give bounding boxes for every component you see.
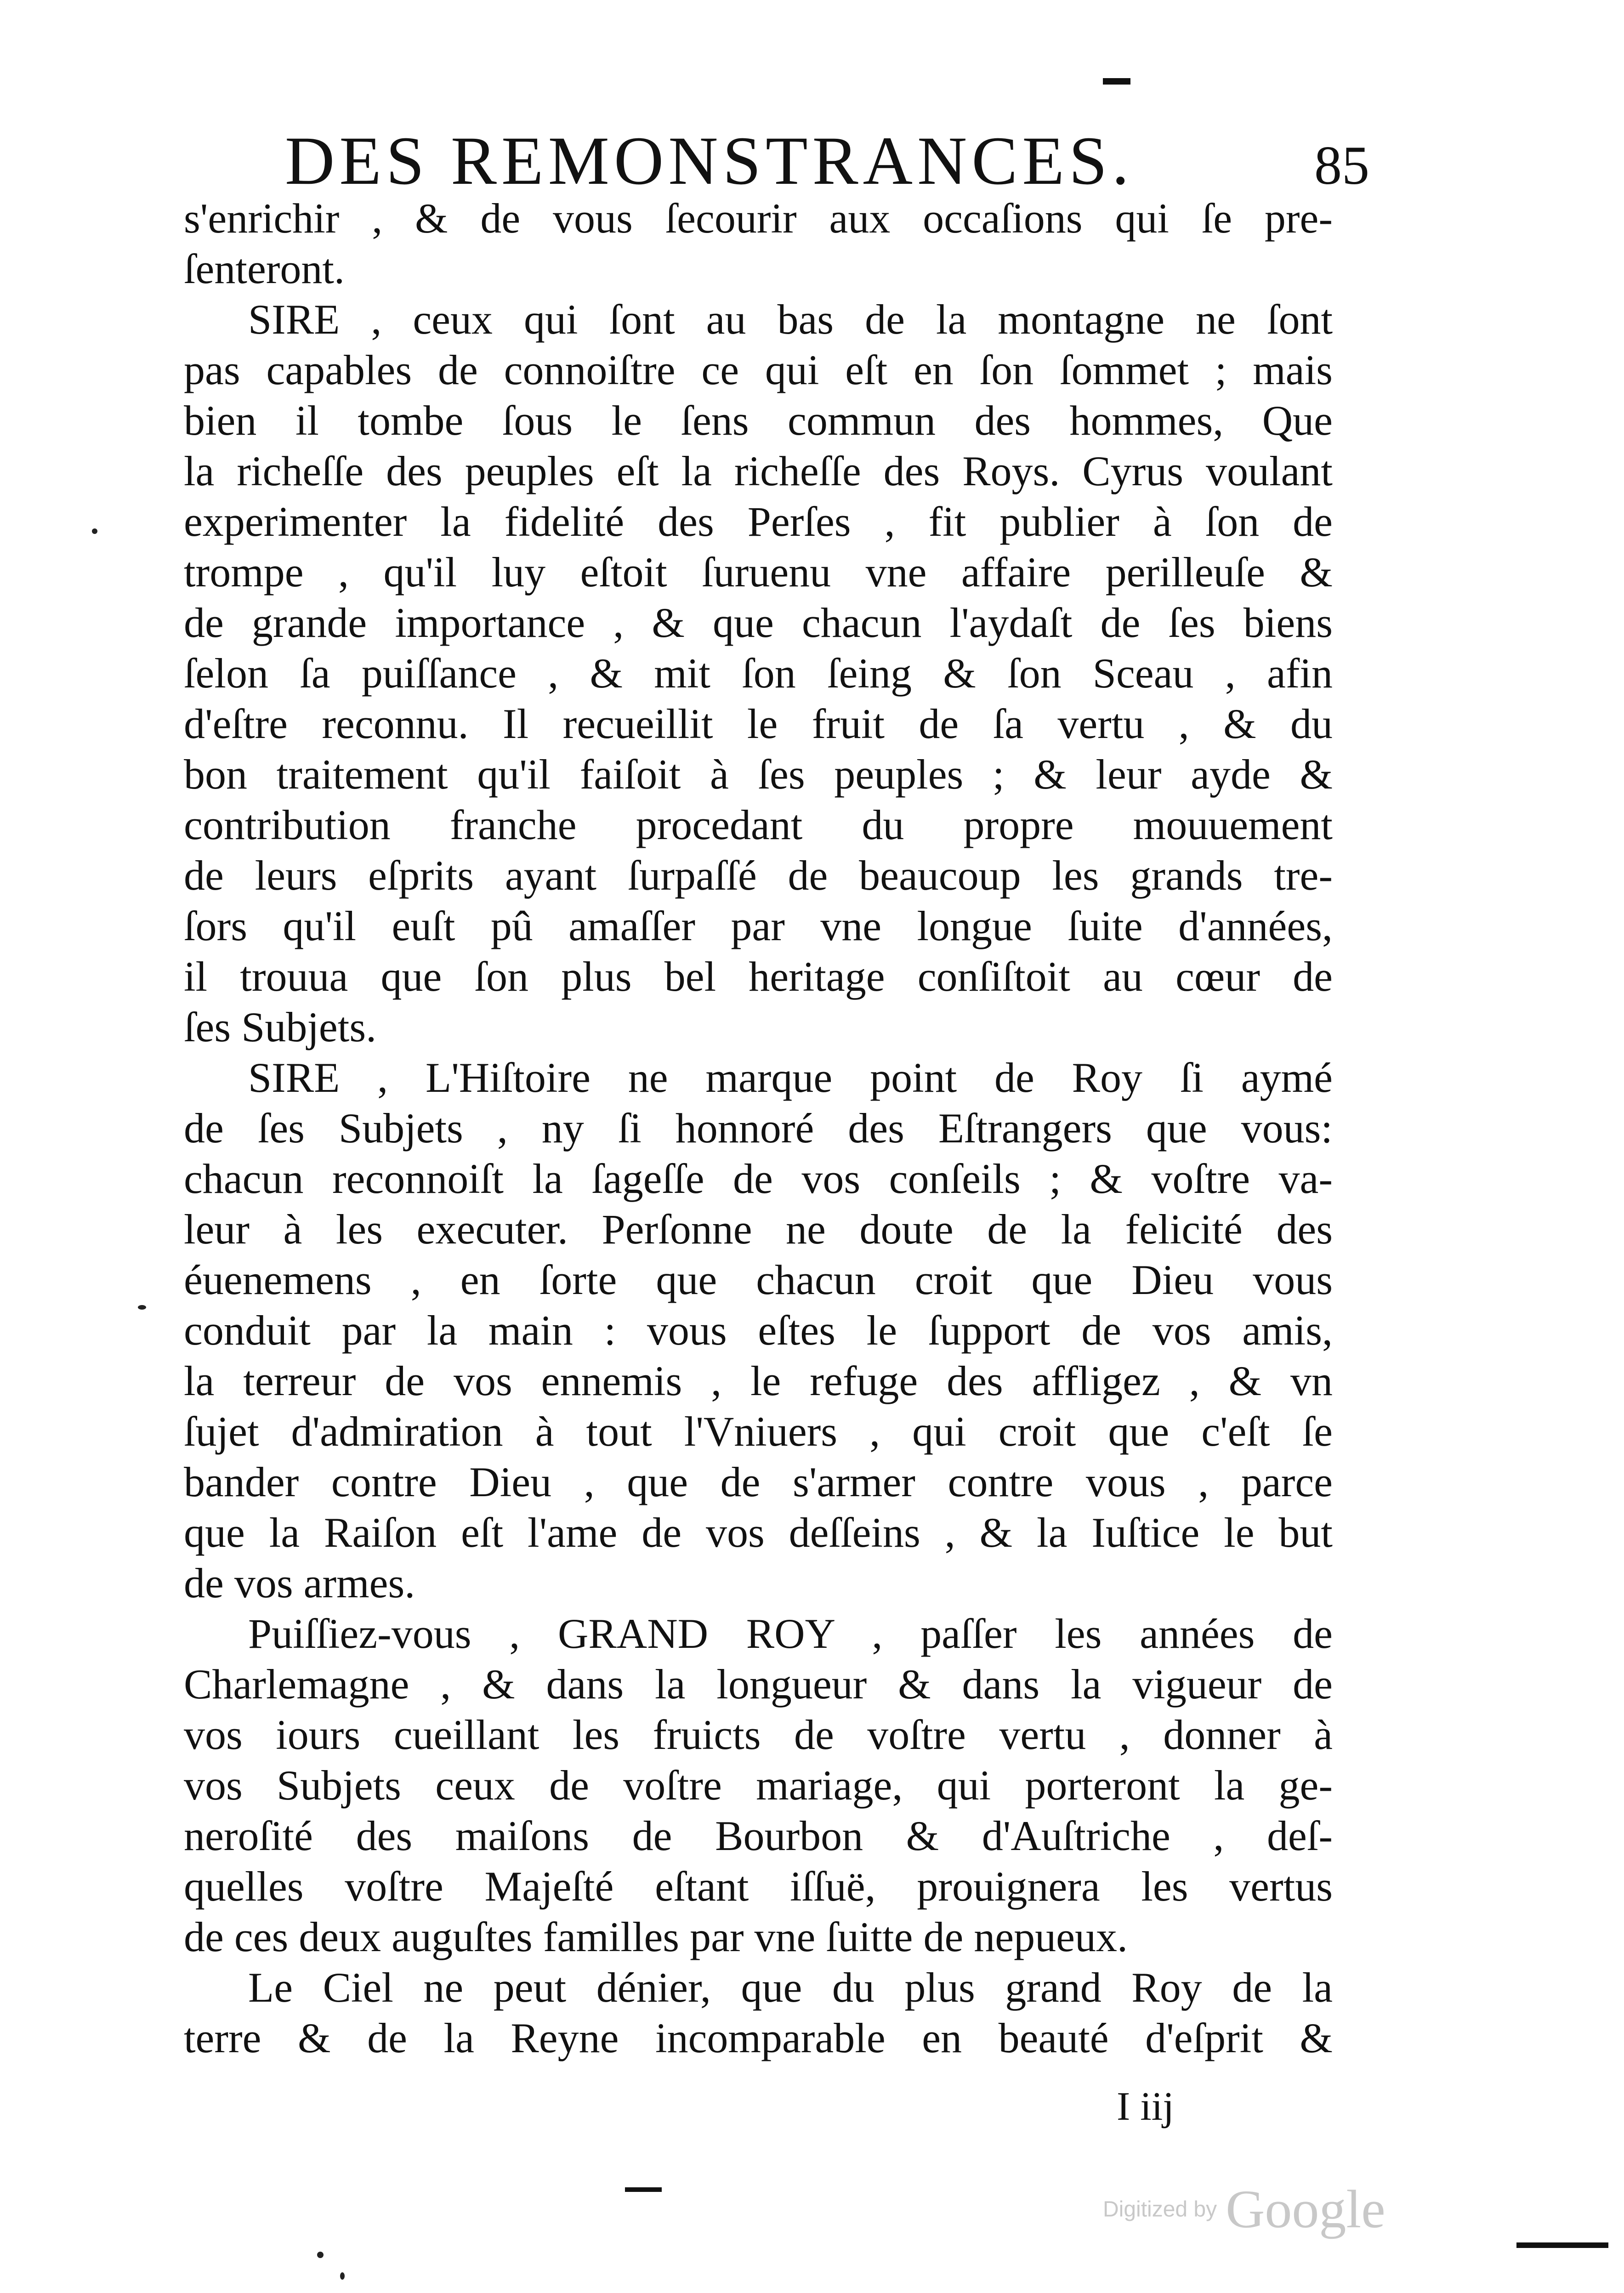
text-line: neroſité des maiſons de Bourbon & d'Auſtriche , deſ- — [184, 1812, 1333, 1859]
text-line: de grande importance , & que chacun l'aydaſt de ſes biens — [184, 599, 1333, 646]
paragraph-start-line: SIRE , ceux qui ſont au bas de la montagne ne ſont — [248, 296, 1333, 343]
top-edge-mark — [1103, 78, 1130, 85]
text-line: de vos armes. — [184, 1560, 415, 1606]
paragraph-start-line: Le Ciel ne peut dénier, que du plus grand Roy de la — [248, 1964, 1333, 2011]
text-line: de leurs eſprits ayant ſurpaſſé de beaucoup les grands tre- — [184, 852, 1333, 899]
text-line: s'enrichir , & de vous ſecourir aux occaſions qui ſe pre- — [184, 195, 1333, 242]
text-line: Charlemagne , & dans la longueur & dans la vigueur de — [184, 1661, 1333, 1708]
text-line: d'eſtre reconnu. Il recueillit le fruit de ſa vertu , & du — [184, 700, 1333, 747]
text-line: conduit par la main : vous eſtes le ſupport de vos amis, — [184, 1307, 1333, 1354]
digitized-watermark — [1103, 2178, 1386, 2247]
text-line: chacun reconnoiſt la ſageſſe de vos conſeils ; & voſtre va- — [184, 1155, 1333, 1202]
paragraph-start-line: Puiſſiez-vous , GRAND ROY , paſſer les années de — [248, 1610, 1333, 1657]
text-line: ſors qu'il euſt pû amaſſer par vne longue ſuite d'années, — [184, 902, 1333, 949]
text-line: vos iours cueillant les fruicts de voſtre vertu , donner à — [184, 1711, 1333, 1758]
corner-edge-mark — [1516, 2242, 1608, 2248]
text-line: ſes Subjets. — [184, 1004, 377, 1050]
text-line: bien il tombe ſous le ſens commun des hommes, Que — [184, 397, 1333, 444]
text-line: terre & de la Reyne incomparable en beauté d'eſprit & — [184, 2015, 1333, 2061]
text-line: de ſes Subjets , ny ſi honnoré des Eſtrangers que vous: — [184, 1105, 1333, 1152]
text-line: ſelon ſa puiſſance , & mit ſon ſeing & ſon Sceau , afin — [184, 650, 1333, 697]
google-logo: Google — [1226, 2179, 1386, 2239]
text-line: trompe , qu'il luy eſtoit ſuruenu vne affaire perilleuſe & — [184, 549, 1333, 596]
page-number: 85 — [1314, 135, 1369, 196]
signature-mark: I iij — [1117, 2084, 1174, 2129]
text-line: quelles voſtre Majeſté eſtant iſſuë, prouignera les vertus — [184, 1863, 1333, 1910]
text-line: contribution franche procedant du propre mouuement — [184, 801, 1333, 848]
paragraph-start-line: SIRE , L'Hiſtoire ne marque point de Roy ſi aymé — [248, 1054, 1333, 1101]
body-text — [184, 193, 1333, 2063]
text-line: éuenemens , en ſorte que chacun croit que Dieu vous — [184, 1256, 1333, 1303]
text-line: pas capables de connoiſtre ce qui eſt en ſon ſommet ; mais — [184, 346, 1333, 393]
text-line: il trouua que ſon plus bel heritage conſiſtoit au cœur de — [184, 953, 1333, 1000]
text-line: la terreur de vos ennemis , le refuge des affligez , & vn — [184, 1357, 1333, 1404]
digitized-by-text: Digitized by — [1103, 2197, 1217, 2222]
text-line: bon traitement qu'il faiſoit à ſes peuples ; & leur ayde & — [184, 751, 1333, 798]
bottom-edge-mark — [625, 2187, 662, 2192]
text-line: de ces deux auguſtes familles par vne ſuitte de nepueux. — [184, 1913, 1128, 1960]
text-line: experimenter la fidelité des Perſes , fit publier à ſon de — [184, 498, 1333, 545]
running-title: DES REMONSTRANCES. — [285, 123, 1134, 199]
text-line: que la Raiſon eſt l'ame de vos deſſeins , & la Iuſtice le but — [184, 1509, 1333, 1556]
ink-speck — [340, 2272, 345, 2280]
text-line: bander contre Dieu , que de s'armer contre vous , parce — [184, 1459, 1333, 1505]
text-line: ſujet d'admiration à tout l'Vniuers , qui croit que c'eſt ſe — [184, 1408, 1333, 1455]
ink-speck — [317, 2252, 324, 2258]
text-line: la richeſſe des peuples eſt la richeſſe des Roys. Cyrus voulant — [184, 448, 1333, 494]
text-line: leur à les executer. Perſonne ne doute de la felicité des — [184, 1206, 1333, 1253]
text-line: ſenteront. — [184, 245, 345, 292]
text-line: vos Subjets ceux de voſtre mariage, qui porteront la ge- — [184, 1762, 1333, 1809]
ink-speck — [138, 1305, 146, 1310]
ink-speck — [92, 528, 97, 534]
